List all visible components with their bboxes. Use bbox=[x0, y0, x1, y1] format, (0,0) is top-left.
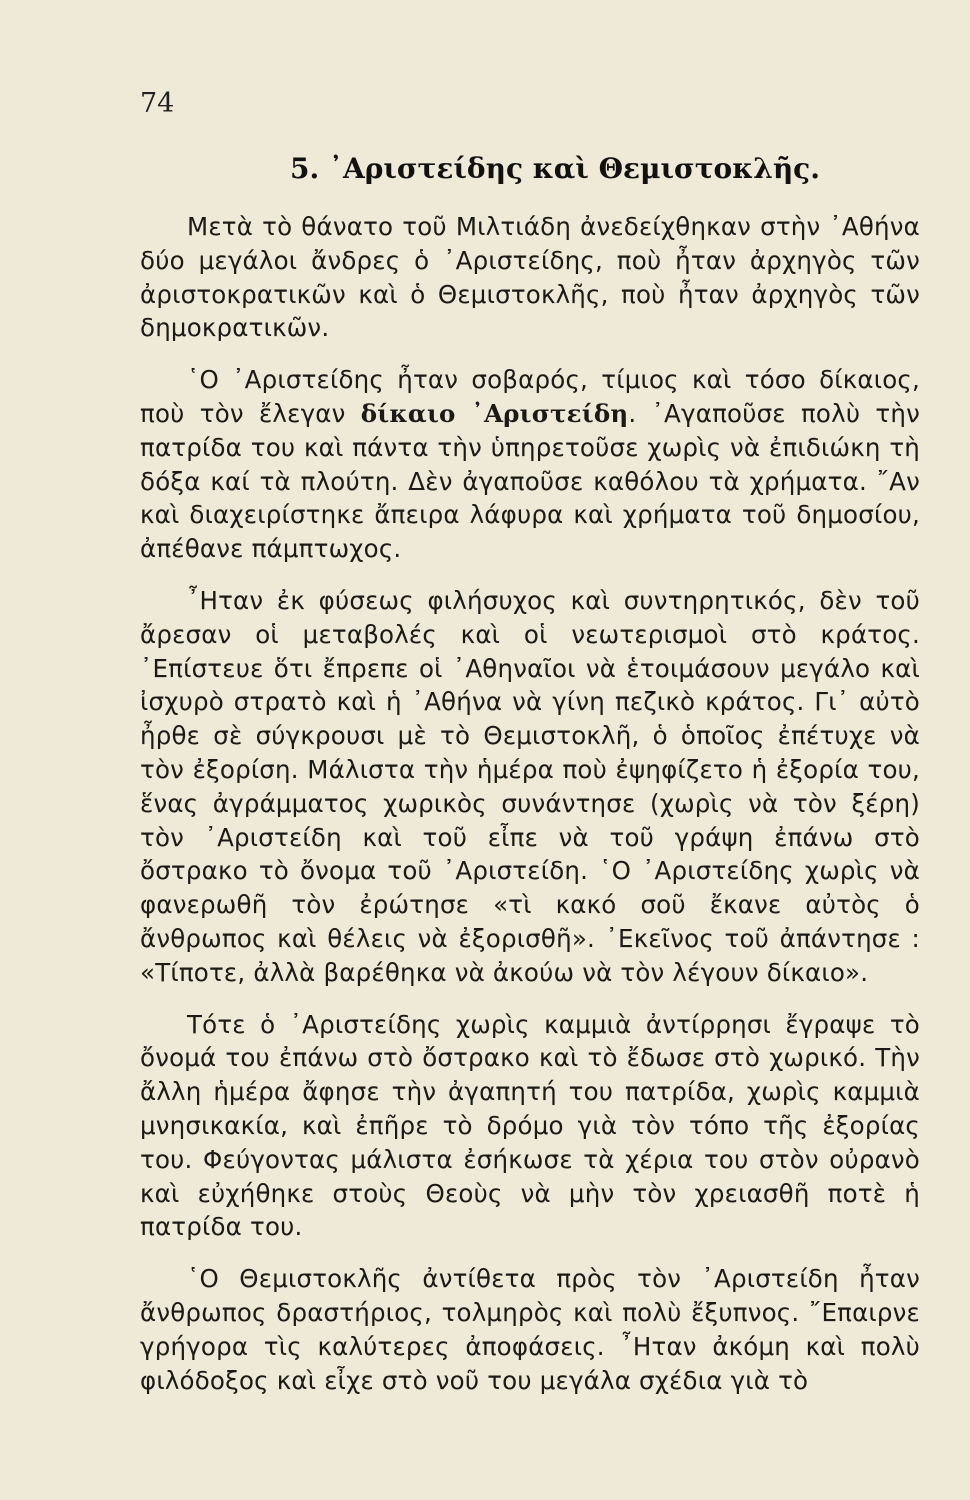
emphasized-phrase: δίκαιο ᾿Αριστείδη bbox=[360, 398, 629, 428]
paragraph: Μετὰ τὸ θάνατο τοῦ Μιλτιάδη ἀνεδείχθηκαν στὴν ᾿Αθήνα δύο μεγάλοι ἄνδρες ὁ ᾿Αριστείδης, ποὺ ἦταν ἀρχηγὸς τῶν ἀριστοκρατικῶν καὶ ὁ Θεμιστοκλῆς, ποὺ ἦταν ἀρχηγὸς τῶν δημοκρατικῶν. bbox=[140, 212, 920, 343]
paragraph-text: ῾Ο ᾿Αριστείδης ἦταν σοβαρός, τίμιος καὶ τόσο δίκαιος, ποὺ τὸν ἔλεγαν bbox=[140, 365, 920, 428]
paragraph bbox=[140, 363, 920, 566]
paragraph: Τότε ὁ ᾿Αριστείδης χωρὶς καμμιὰ ἀντίρρησι ἔγραψε τὸ ὄνομά του ἐπάνω στὸ ὄστρακο καὶ τὸ ἔδωσε στὸ χωρικό. Τὴν ἄλλη ἡμέρα ἄφησε τὴν ἀγαπητή του πατρίδα, χωρὶς καμμιὰ μνησικακία, καὶ ἐπῆρε τὸ δρόμο γιὰ τὸν τόπο τῆς ἐξορίας του. Φεύγοντας μάλιστα ἐσήκωσε τὰ χέρια του στὸν οὐρανὸ καὶ εὐχήθηκε στοὺς Θεοὺς νὰ μὴν τὸν χρειασθῆ ποτὲ ἡ πατρίδα του. bbox=[140, 1009, 920, 1242]
paragraph: ῾Ο Θεμιστοκλῆς ἀντίθετα πρὸς τὸν ᾿Αριστείδη ἦταν ἄνθρωπος δραστήριος, τολμηρὸς καὶ πολὺ ἔξυπνος. ῎Επαιρνε γρήγορα τὶς καλύτερες ἀποφάσεις. ῏Ηταν ἀκόμη καὶ πολὺ φιλόδοξος καὶ εἶχε στὸ νοῦ του μεγάλα σχέδια γιὰ τὸ bbox=[140, 1264, 920, 1395]
page-number: 74 bbox=[140, 88, 175, 119]
section-heading: 5. ᾿Αριστείδης καὶ Θεμιστοκλῆς. bbox=[290, 152, 820, 185]
body-text bbox=[140, 210, 920, 1415]
paragraph: ῏Ηταν ἐκ φύσεως φιλήσυχος καὶ συντηρητικός, δὲν τοῦ ἄρεσαν οἱ μεταβολές καὶ οἱ νεωτερισμοὶ στὸ κράτος. ᾿Επίστευε ὅτι ἔπρεπε οἱ ᾿Αθηναῖοι νὰ ἑτοιμάσουν μεγάλο καὶ ἰσχυρὸ στρατὸ καὶ ἡ ᾿Αθήνα νὰ γίνη πεζικὸ κράτος. Γι᾿ αὐτὸ ἦρθε σὲ σύγκρουσι μὲ τὸ Θεμιστοκλῆ, ὁ ὁποῖος ἐπέτυχε νὰ τὸν ἐξορίση. Μάλιστα τὴν ἡμέρα ποὺ ἐψηφίζετο ἡ ἐξορία του, ἕνας ἀγράμματος χωρικὸς συνάντησε (χωρὶς νὰ τὸν ξέρη) τὸν ᾿Αριστείδη καὶ τοῦ εἶπε νὰ τοῦ γράψη ἐπάνω στὸ ὄστρακο τὸ ὄνομα τοῦ ᾿Αριστείδη. ῾Ο ᾿Αριστείδης χωρὶς νὰ φανερωθῆ τὸν ἐρώτησε «τὶ κακό σοῦ ἔκανε αὐτὸς ὁ ἄνθρωπος καὶ θέλεις νὰ ἐξορισθῆ». ᾿Εκεῖνος τοῦ ἀπάντησε : «Τίποτε, ἀλλὰ βαρέθηκα νὰ ἀκούω νὰ τὸν λέγουν δίκαιο». bbox=[140, 585, 920, 987]
paragraph-text: . ᾿Αγαποῦσε πολὺ τὴν πατρίδα του καὶ πάντα τὴν ὑπηρετοῦσε χωρὶς νὰ ἐπιδιώκη τὴ δόξα καί τὰ πλούτη. Δὲν ἀγαποῦσε καθόλου τὰ χρήματα. ῎Αν καὶ διαχειρίστηκε ἄπειρα λάφυρα καὶ χρήματα τοῦ δημοσίου, ἀπέθανε πάμπτωχος. bbox=[140, 398, 920, 564]
